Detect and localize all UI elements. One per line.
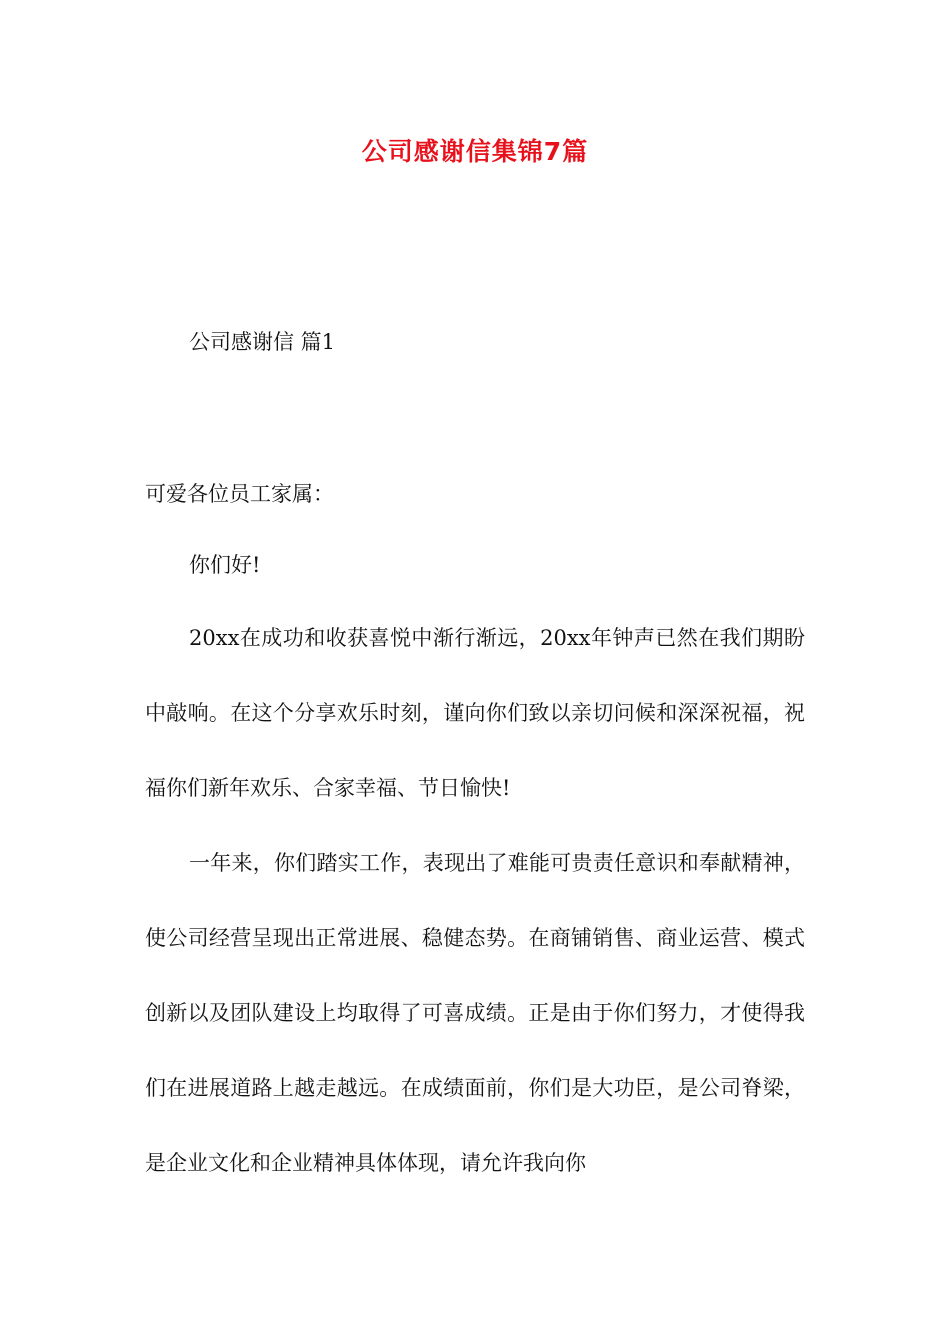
document-title: 公司感谢信集锦7篇	[361, 137, 589, 166]
salutation: 可爱各位员工家属：	[145, 482, 334, 506]
greeting: 你们好!	[189, 553, 261, 577]
body-paragraph: 20xx在成功和收获喜悦中渐行渐远，20xx年钟声已然在我们期盼中敲响。在这个分享欢乐时刻，谨向你们致以亲切问候和深深祝福，祝福你们新年欢乐、合家幸福、节日愉快!	[145, 626, 805, 800]
body-paragraph: 一年来，你们踏实工作，表现出了难能可贵责任意识和奉献精神，使公司经营呈现出正常进展、稳健态势。在商铺销售、商业运营、模式创新以及团队建设上均取得了可喜成绩。正是由于你们努力，才使得我们在进展道路上越走越远。在成绩面前，你们是大功臣，是公司脊梁，是企业文化和企业精神具体体现，请允许我向你	[145, 851, 805, 1175]
section-heading: 公司感谢信 篇1	[189, 330, 336, 354]
